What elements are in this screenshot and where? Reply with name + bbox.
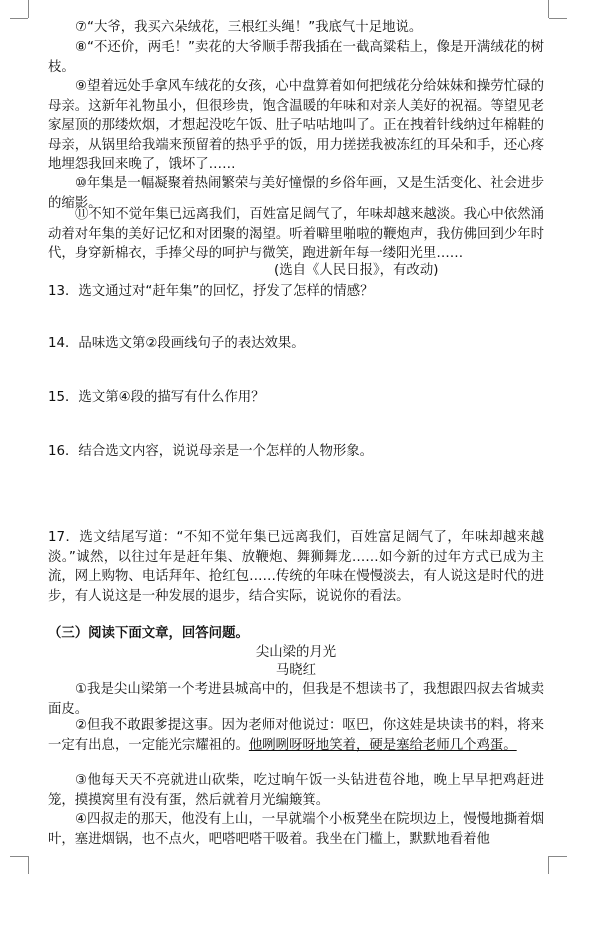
crop-mark-bottom-right-h — [549, 856, 567, 857]
question-13: 13．选文通过对“赶年集”的回忆，抒发了怎样的情感？ — [48, 284, 374, 299]
crop-mark-top-left-h — [10, 18, 28, 19]
paragraph-7: ⑦“大爷，我买六朵绒花，三根红头绳！”我底气十足地说。 — [75, 20, 423, 35]
question-15: 15．选文第④段的描写有什么作用？ — [48, 390, 265, 405]
article-title: 尖山梁的月光 — [255, 645, 337, 660]
underlined-sentence: 他咧咧呀呀地笑着，硬是塞给老师几个鸡蛋。 — [248, 737, 517, 753]
article-paragraph-1: ①我是尖山梁第一个考进县城高中的，但我是不想读书了，我想跟四叔去省城卖面皮。 — [48, 682, 544, 717]
question-16: 16．结合选文内容，说说母亲是一个怎样的人物形象。 — [48, 444, 374, 459]
paragraph-9: ⑨望着远处手拿风车绒花的女孩，心中盘算着如何把绒花分给妹妹和操劳忙碌的母亲。这新年礼物虽小，但很珍贵，饱含温暖的年味和对亲人美好的祝福。等望见老家屋顶的那缕炊烟，才想起没吃午饭、肚子咕咕地叫了。正在拽着针线纳过年棉鞋的母亲，从锅里给我端来预留着的热乎乎的饭，用力搓搓我被冻红的耳朵和手，还心疼地埋怨我回来晚了，饿坏了…… — [48, 79, 544, 172]
article-paragraph-4: ④四叔走的那天，他没有上山，一早就端个小板凳坐在院坝边上，慢慢地撕着烟叶，塞进烟锅，也不点火，吧嗒吧嗒干吸着。我坐在门槛上，默默地看着他 — [48, 812, 544, 847]
crop-mark-bottom-left-v — [28, 856, 29, 874]
source-note: (选自《人民日报》，有改动) — [274, 263, 439, 278]
article-paragraph-2 — [48, 716, 544, 755]
crop-mark-top-left-v — [28, 0, 29, 18]
section-heading: （三）阅读下面文章，回答问题。 — [48, 626, 249, 641]
paragraph-8: ⑧“不还价，两毛！”卖花的大爷顺手帮我插在一截高粱秸上，像是开满绒花的树枝。 — [48, 40, 544, 75]
paragraph-11: ⑪不知不觉年集已远离我们，百姓富足阔气了，年味却越来越淡。我心中依然涌动着对年集的美好记忆和对团聚的渴望。听着噼里啪啦的鞭炮声，我仿佛回到少年时代，身穿新棉衣，手捧父母的呵护与微笑，跑进新年每一缕阳光里…… — [48, 207, 544, 261]
question-17: 17．选文结尾写道：“不知不觉年集已远离我们，百姓富足阔气了，年味却越来越淡。”诚然，以往过年是赶年集、放鞭炮、舞狮舞龙……如今新的过年方式已成为主流，网上购物、电话拜年、抢红包……传统的年味在慢慢淡去，有人说这是时代的进步，有人说这是一种发展的退步，结合实际，说说你的看法。 — [48, 530, 544, 604]
article-author: 马晓红 — [275, 663, 317, 678]
crop-mark-bottom-right-v — [548, 856, 549, 874]
article-paragraph-3: ③他每天天不亮就进山砍柴，吃过晌午饭一头钻进苞谷地，晚上早早把鸡赶进笼，摸摸窝里有没有蛋，然后就着月光编簸箕。 — [48, 773, 544, 808]
question-14: 14．品味选文第②段画线句子的表达效果。 — [48, 336, 305, 351]
crop-mark-top-right-h — [549, 18, 567, 19]
paragraph-2-text: ②但我不敢跟爹提这事。因为老师对他说过：呕巴，你这娃是块读书的料，将来一定有出息，一定能光宗耀祖的。 — [48, 718, 544, 753]
paragraph-10: ⑩年集是一幅凝聚着热闹繁荣与美好憧憬的乡俗年画，又是生活变化、社会进步的缩影。 — [48, 176, 544, 211]
crop-mark-top-right-v — [548, 0, 549, 18]
crop-mark-bottom-left-h — [10, 856, 28, 857]
